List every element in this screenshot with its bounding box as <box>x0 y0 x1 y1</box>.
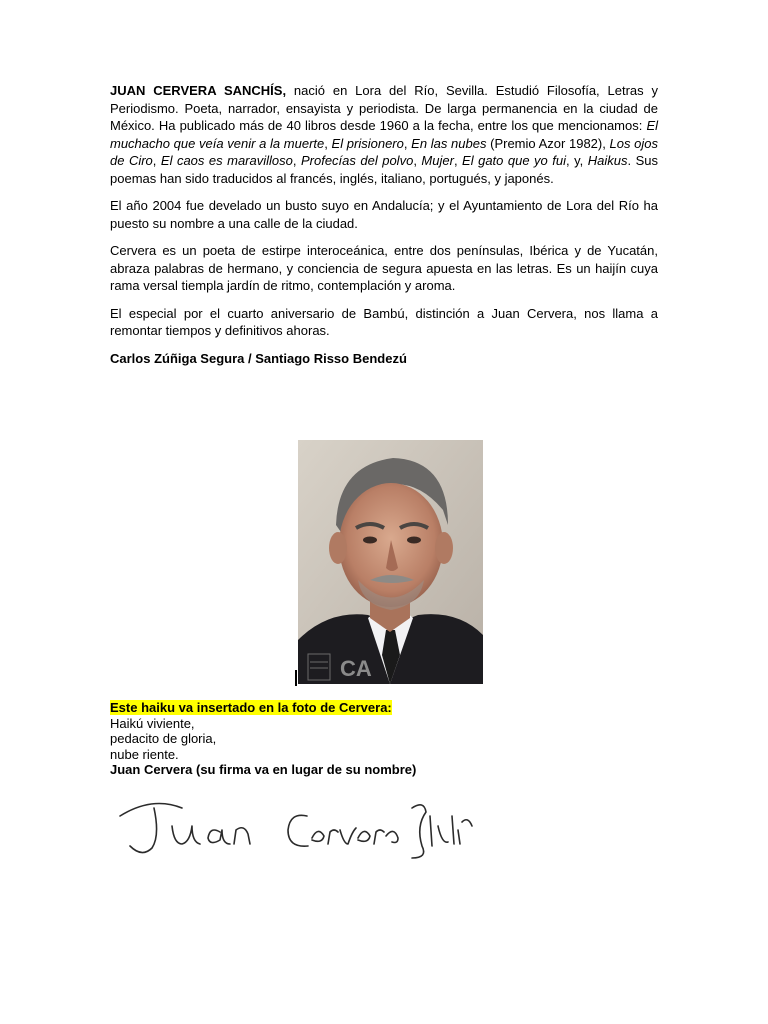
signature-note: Juan Cervera (su firma va en lugar de su nombre) <box>110 762 417 777</box>
haiku-block <box>110 700 658 778</box>
portrait-image <box>298 440 483 684</box>
book-title: Haikus <box>587 153 628 168</box>
book-title: Los ojos de Ciro <box>110 135 658 168</box>
biography <box>110 82 658 377</box>
separator: , <box>152 153 161 168</box>
separator: , <box>413 153 422 168</box>
separator: , <box>403 135 412 151</box>
signature-image <box>112 786 482 886</box>
haiku-line-3: nube riente. <box>110 746 179 762</box>
separator: , <box>292 153 301 168</box>
bio-text: nació en Lora del Río, Sevilla. Estudió Filosofía, Letras y Periodismo. Poeta, narrador, ensayista y periodista. De larga permanencia en la ciudad de México. Ha publicado más de 40 libros desde 1960 a la fecha, entre los que mencionamos: <box>110 83 658 133</box>
authors-line: Carlos Zúñiga Segura / Santiago Risso Bendezú <box>110 350 407 366</box>
text-cursor <box>295 670 297 686</box>
bio-paragraph-2: El año 2004 fue develado un busto suyo en Andalucía; y el Ayuntamiento de Lora del Río ha puesto su nombre a una calle de la ciudad. <box>110 198 658 231</box>
cervera-photo <box>298 440 483 684</box>
separator: , <box>453 153 463 168</box>
bio-paragraph-4: El especial por el cuarto aniversario de Bambú, distinción a Juan Cervera, nos llama a remontar tiempos y definitivos ahoras. <box>110 305 658 338</box>
bio-text: (Premio Azor 1982), <box>486 135 610 151</box>
book-title: El gato que yo fui <box>462 153 567 168</box>
bio-text: . Sus poemas han sido traducidos al francés, inglés, italiano, portugués, y japonés. <box>110 153 659 186</box>
book-title: En las nubes <box>411 135 487 151</box>
svg-text:CA: CA <box>340 656 372 681</box>
separator: , <box>324 135 332 151</box>
handwritten-signature <box>112 786 482 886</box>
book-title: Mujer <box>421 153 454 168</box>
haiku-note: Este haiku va insertado en la foto de Cervera: <box>110 700 392 715</box>
book-title: El caos es maravilloso <box>160 153 293 168</box>
book-title: El prisionero <box>331 135 404 151</box>
separator: , y, <box>566 153 588 168</box>
bio-paragraph-1 <box>110 82 658 187</box>
bio-name: JUAN CERVERA SANCHÍS, <box>110 83 287 98</box>
book-title: Profecías del polvo <box>300 153 414 168</box>
haiku-line-1: Haikú viviente, <box>110 715 195 731</box>
bio-paragraph-3: Cervera es un poeta de estirpe interoceánica, entre dos penínsulas, Ibérica y de Yucatán, abraza palabras de hermano, y conciencia de segura apuesta en las letras. Es un haijín cuya rama versal tiempla jardín de ritmo, contemplación y aroma. <box>110 243 658 293</box>
haiku-line-2: pedacito de gloria, <box>110 731 217 746</box>
book-title: El muchacho que veía venir a la muerte <box>110 118 658 151</box>
